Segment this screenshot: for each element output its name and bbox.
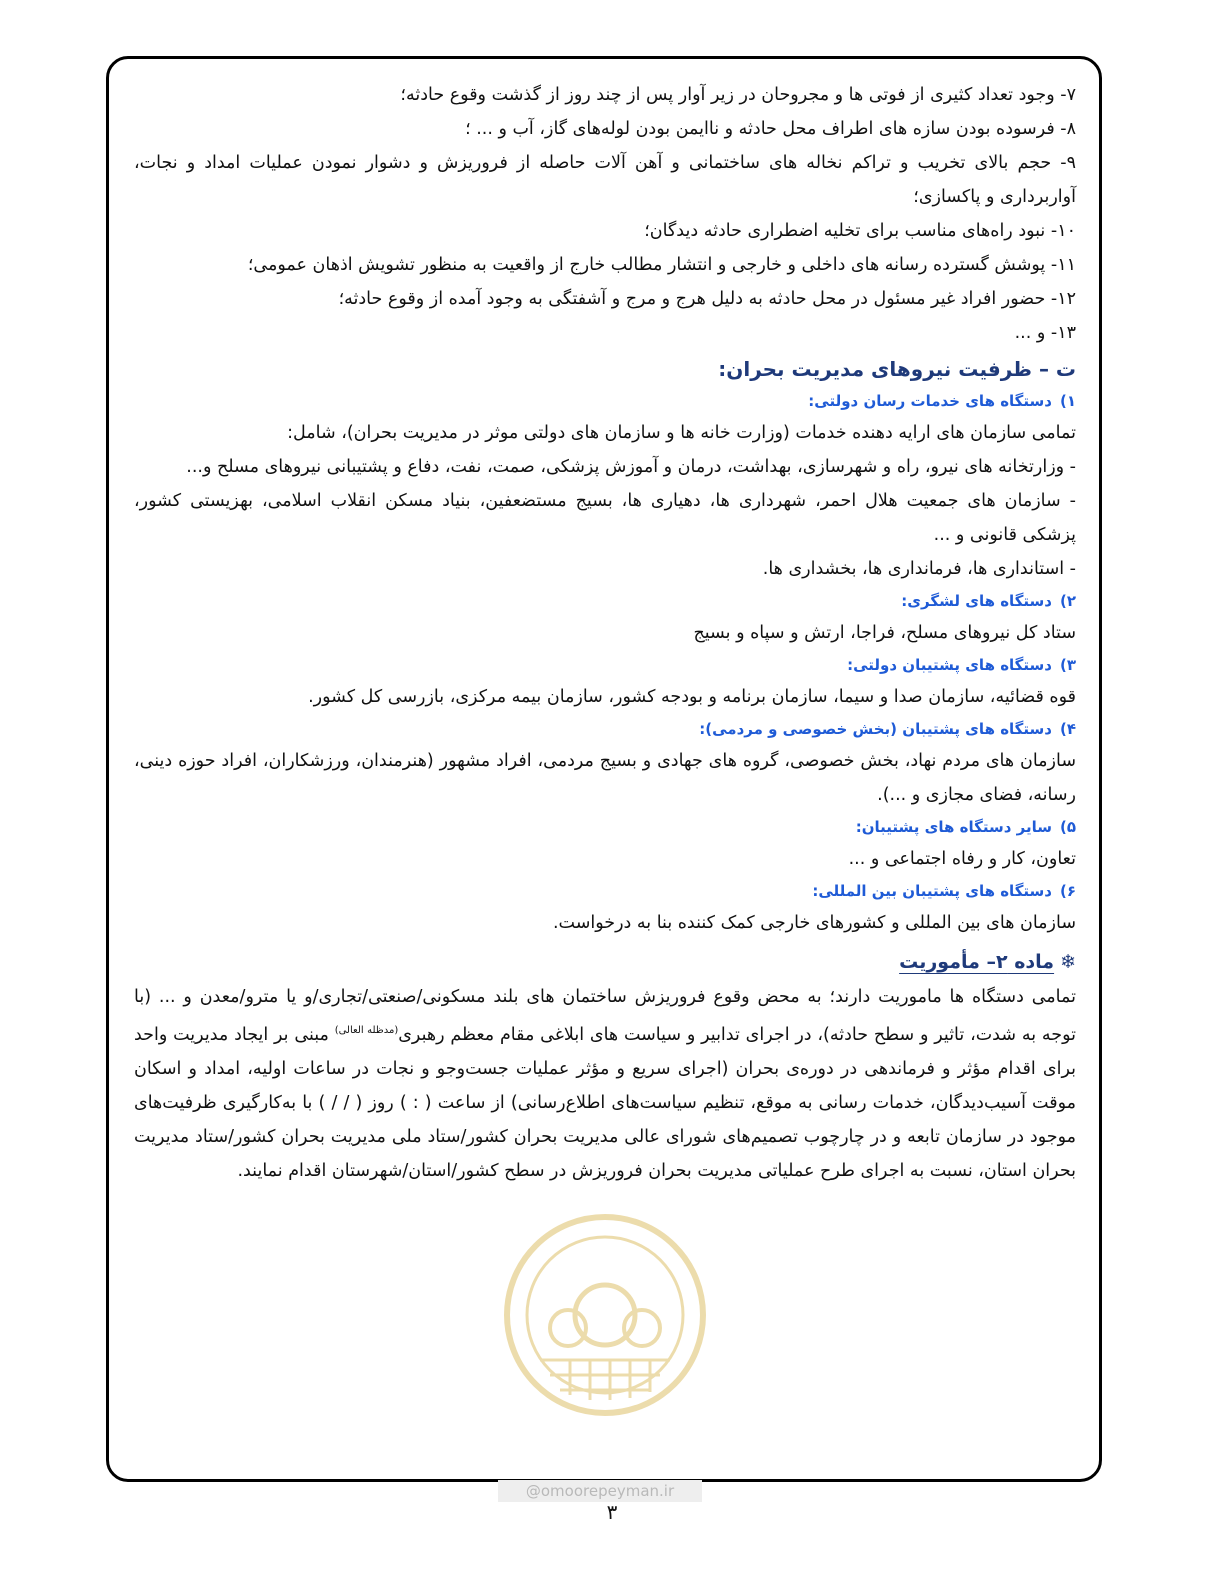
list-item: ۱۰- نبود راه‌های مناسب برای تخلیه اضطراری حادثه دیدگان؛: [644, 221, 1076, 241]
article-heading: [134, 944, 1076, 980]
watermark-seal-icon: [500, 1210, 710, 1420]
subheading-title: دستگاه های لشگری:: [901, 592, 1052, 610]
subheading-number: ۵): [1059, 818, 1076, 836]
subheading-number: ۶): [1059, 882, 1076, 900]
paragraph: سازمان های مردم نهاد، بخش خصوصی، گروه های جهادی و بسیج مردمی، افراد مشهور (هنرمندان، ورزشکاران، افراد حوزه دینی، رسانه، فضای مجازی و ...).: [134, 751, 1076, 805]
subheading-title: دستگاه های پشتیبان دولتی:: [847, 656, 1052, 674]
subheading-title: سایر دستگاه های پشتیبان:: [855, 818, 1052, 836]
page-number: ۳: [606, 1500, 618, 1524]
list-item: ۱۱- پوشش گسترده رسانه های داخلی و خارجی و انتشار مطالب خارج از واقعیت به منظور تشویش اذهان عمومی؛: [247, 255, 1076, 275]
list-item: ۹- حجم بالای تخریب و تراکم نخاله های ساختمانی و آهن آلات حاصله از فروریزش و دشوار نمودن عملیات امداد و نجات، آواربرداری و پاکسازی؛: [134, 153, 1076, 207]
snowflake-icon: ❄: [1060, 951, 1076, 973]
paragraph: ستاد کل نیروهای مسلح، فراجا، ارتش و سپاه و بسیج: [693, 623, 1076, 643]
list-item: ۱۳- و ...: [1014, 323, 1076, 343]
subheading: [134, 650, 1076, 680]
paragraph: قوه قضائیه، سازمان صدا و سیما، سازمان برنامه و بودجه کشور، سازمان بیمه مرکزی، بازرسی کل کشور.: [308, 687, 1076, 707]
section-title: ت – ظرفیت نیروهای مدیریت بحران:: [718, 357, 1076, 381]
list-item: ۱۲- حضور افراد غیر مسئول در محل حادثه به دلیل هرج و مرج و آشفتگی به وجود آمده از وقوع حادثه؛: [338, 289, 1076, 309]
article-paragraph: [134, 980, 1076, 1188]
list-item: ۸- فرسوده بودن سازه های اطراف محل حادثه و ناایمن بودن لوله‌های گاز، آب و ... ؛: [465, 119, 1076, 139]
subheading: [134, 386, 1076, 416]
paragraph: - سازمان های جمعیت هلال احمر، شهرداری ها، دهیاری ها، بسیج مستضعفین، بنیاد مسکن انقلاب اسلامی، بهزیستی کشور، پزشکی قانونی و ...: [134, 491, 1076, 545]
article-title: ماده ۲– مأموریت: [899, 951, 1055, 973]
subheading: [134, 586, 1076, 616]
paragraph: تعاون، کار و رفاه اجتماعی و ...: [848, 849, 1076, 869]
article-text-part2: مبنی بر ایجاد مدیریت واحد برای اقدام مؤثر و فرماندهی در دوره‌ی بحران (اجرای سریع و مؤثر عملیات جست‌وجو و نجات در ساعات اولیه، امداد و اسکان موقت آسیب‌دیدگان، خدمات رسانی به موقع، تنظیم سیاست‌های اطلاع‌رسانی) از ساعت ( : ) روز ( / / ) با به‌کارگیری ظرفیت‌های موجود در سازمان تابعه و در چارچوب تصمیم‌های شورای عالی مدیریت بحران کشور/ستاد ملی مدیریت بحران کشور/ستاد مدیریت بحران استان، نسبت به اجرای طرح عملیاتی مدیریت بحران فروریزش در سطح کشور/استان/شهرستان اقدام نمایند.: [134, 1024, 1076, 1181]
subheading: [134, 812, 1076, 842]
paragraph: - وزارتخانه های نیرو، راه و شهرسازی، بهداشت، درمان و آموزش پزشکی، صمت، نفت، دفاع و پشتیبانی نیروهای مسلح و...: [186, 457, 1076, 477]
subheading: [134, 714, 1076, 744]
subheading-number: ۲): [1059, 592, 1076, 610]
subheading-title: دستگاه های پشتیبان (بخش خصوصی و مردمی):: [699, 720, 1052, 738]
document-body: [134, 78, 1076, 1188]
honorific-superscript: (مدظله العالی): [334, 1025, 399, 1036]
subheading-title: دستگاه های خدمات رسان دولتی:: [808, 392, 1052, 410]
paragraph: تمامی سازمان های ارایه دهنده خدمات (وزارت خانه ها و سازمان های دولتی موثر در مدیریت بحران)، شامل:: [287, 423, 1076, 443]
subheading-number: ۴): [1059, 720, 1076, 738]
subheading-title: دستگاه های پشتیبان بین المللی:: [812, 882, 1052, 900]
list-item: ۷- وجود تعداد کثیری از فوتی ها و مجروحان در زیر آوار پس از چند روز از گذشت وقوع حادثه؛: [400, 85, 1076, 105]
subheading-number: ۱): [1059, 392, 1076, 410]
paragraph: - استانداری ها، فرمانداری ها، بخشداری ها.: [762, 559, 1076, 579]
watermark-url: @omoorepeyman.ir: [498, 1480, 702, 1502]
paragraph: سازمان های بین المللی و کشورهای خارجی کمک کننده بنا به درخواست.: [552, 913, 1076, 933]
subheading: [134, 876, 1076, 906]
article-text-part1: تمامی دستگاه ها ماموریت دارند؛ به محض وقوع فروریزش ساختمان های بلند مسکونی/صنعتی/تجاری/و یا مترو/معدن و ... (با توجه به شدت، تاثیر و سطح حادثه)، در اجرای تدابیر و سیاست های ابلاغی مقام معظم رهبری: [134, 987, 1077, 1045]
subheading-number: ۳): [1059, 656, 1076, 674]
